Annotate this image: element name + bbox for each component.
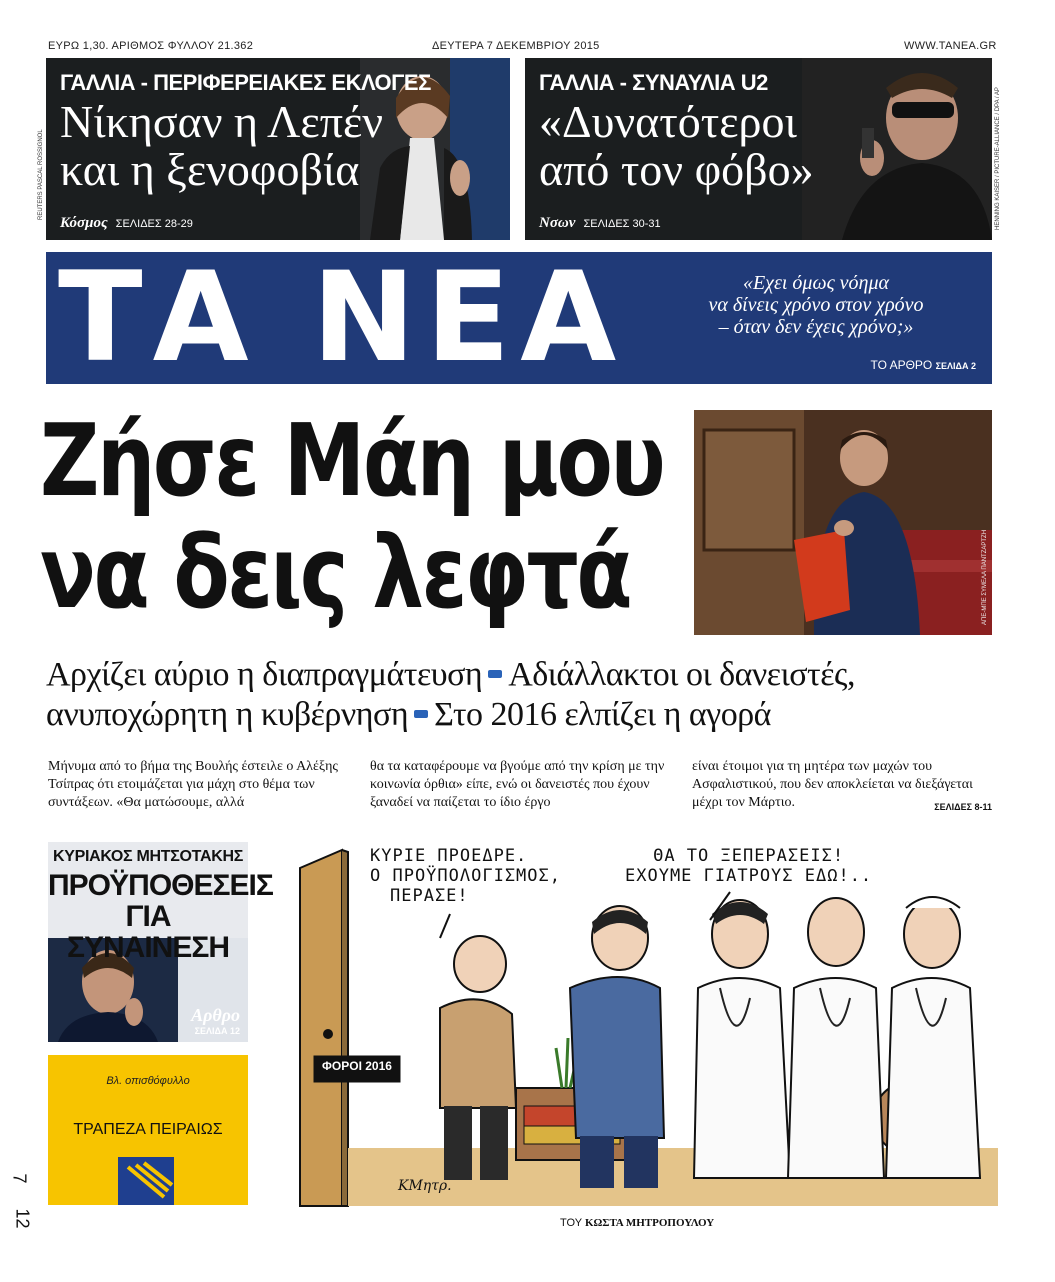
political-cartoon — [280, 838, 998, 1206]
main-photo — [694, 410, 992, 635]
teaser-title: Νίκησαν η Λεπέν και η ξενοφοβία — [60, 96, 384, 195]
teaser-france-elections[interactable] — [46, 58, 510, 240]
separator-icon — [488, 670, 502, 678]
teaser-section: Κόσμος ΣΕΛΙΔΕΣ 28-29 — [60, 215, 193, 231]
body-column-2: θα τα καταφέρουμε να βγούμε από την κρίση με την κοινωνία όρθια» είπε, ενώ οι δανειστές που έχουν ξαναδεί να παίζεται το ίδιο έργο — [370, 759, 665, 810]
photo-credit: REUTERS PASCAL ROSSIGNOL — [38, 129, 44, 220]
masthead — [46, 246, 992, 390]
cartoon-caption: ΤΟΥ ΚΩΣΤΑ ΜΗΤΡΟΠΟΥΛΟΥ — [560, 1217, 715, 1229]
body-pages-ref[interactable]: ΣΕΛΙΔΕΣ 8-11 — [934, 802, 992, 812]
photo-credit: HENNING KAISER / PICTURE-ALLIANCE / DPA / AP — [995, 87, 1001, 230]
margin-mark-1: 7 — [9, 1173, 30, 1184]
newspaper-logo[interactable]: ΤΑ ΝΕΑ — [58, 246, 627, 390]
body-column-3: είναι έτοιμοι για τη μητέρα των μαχών του Ασφαλιστικού, που δεν αποκλείεται να διεξάγεται μέχρι τον Μάρτιο. ΣΕΛΙΔΕΣ 8-11 — [692, 758, 992, 816]
teaser-title: «Δυνατότεροι από τον φόβο» — [539, 96, 814, 195]
main-headline[interactable]: Ζήσε Μάη μου να δεις λεφτά — [40, 402, 664, 631]
cartoon-bubble-1: ΚΥΡΙΕ ΠΡΟΕΔΡΕ. Ο ΠΡΟΫΠΟΛΟΓΙΣΜΟΣ, ΠΕΡΑΣΕ! — [370, 846, 561, 906]
teaser-photo-2 — [802, 58, 992, 240]
main-photo-credit: ΑΠΕ-ΜΠΕ ΣΥΜΕΛΑ ΠΑΝΤΖΑΡΤΖΗ — [982, 529, 988, 625]
teaser-section: Νσων ΣΕΛΙΔΕΣ 30-31 — [539, 215, 661, 231]
body-column-1: Μήνυμα από το βήμα της Βουλής έστειλε ο Αλέξης Τσίπρας ότι ετοιμάζεται για μάχη στο θέμα των συντάξεων. «Θα ματώσουμε, αλλά — [48, 759, 338, 810]
piraeus-bank-ad[interactable] — [48, 1055, 248, 1205]
cartoon-sign: ΦΟΡΟΙ 2016 — [322, 1059, 392, 1073]
subheadline: Αρχίζει αύριο η διαπραγμάτευση Αδιάλλακτοι οι δανειστές, ανυποχώρητη η κυβέρνηση Στο 2016 ελπίζει η αγορά — [46, 656, 855, 733]
bank-logo-icon — [118, 1157, 174, 1205]
margin-mark-2: 12 — [12, 1208, 33, 1229]
ad-bank-name: ΤΡΑΠΕΖΑ ΠΕΙΡΑΙΩΣ — [73, 1121, 223, 1138]
promo-section: Αρθρο ΣΕΛΙΔΑ 12 — [191, 1005, 240, 1036]
teaser-kicker: ΓΑΛΛΙΑ - ΠΕΡΙΦΕΡΕΙΑΚΕΣ ΕΚΛΟΓΕΣ — [60, 70, 431, 95]
parliament-photo — [694, 410, 992, 635]
promo-title: ΠΡΟΫΠΟΘΕΣΕΙΣ ΓΙΑ ΣΥΝΑΙΝΕΣΗ — [48, 869, 273, 964]
promo-mitsotakis[interactable] — [48, 842, 273, 1042]
teaser-u2-concert[interactable] — [525, 58, 992, 240]
cartoon-signature: ΚΜητρ. — [398, 1178, 452, 1194]
editorial-quote[interactable]: «Εχει όμως νόημα να δίνεις χρόνο στον χρόνο – όταν δεν έχεις χρόνο;» — [708, 272, 924, 338]
price-issue: ΕΥΡΩ 1,30. ΑΡΙΘΜΟΣ ΦΥΛΛΟΥ 21.362 — [48, 40, 254, 52]
editorial-ref: ΤΟ ΑΡΘΡΟ ΣΕΛΙΔΑ 2 — [870, 358, 976, 372]
website-link[interactable]: WWW.TANEA.GR — [904, 40, 997, 52]
cartoon-bubble-2: ΘΑ ΤΟ ΞΕΠΕΡΑΣΕΙΣ! ΕΧΟΥΜΕ ΓΙΑΤΡΟΥΣ ΕΔΩ!.. — [625, 846, 873, 886]
separator-icon — [414, 710, 428, 718]
issue-date: ΔΕΥΤΕΡΑ 7 ΔΕΚΕΜΒΡΙΟΥ 2015 — [432, 40, 600, 52]
teaser-kicker: ΓΑΛΛΙΑ - ΣΥΝΑΥΛΙΑ U2 — [539, 70, 768, 95]
promo-name: ΚΥΡΙΑΚΟΣ ΜΗΤΣΟΤΑΚΗΣ — [52, 848, 244, 865]
ad-back-page: Βλ. οπισθόφυλλο — [106, 1075, 190, 1087]
